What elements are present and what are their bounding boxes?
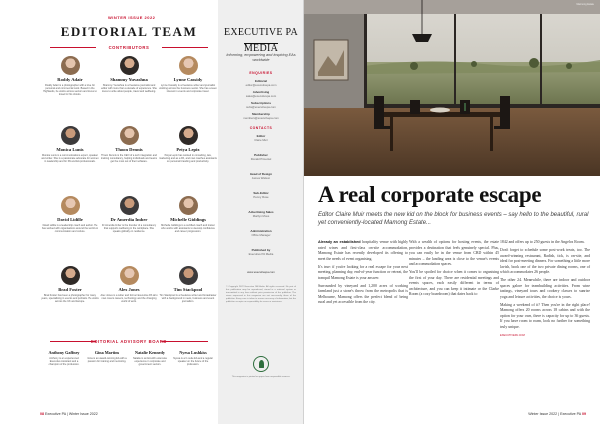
contact-name: Executive PA Media	[248, 252, 274, 256]
enquiry-email: subs@executivepa.com	[246, 105, 276, 109]
article-paragraph: Making a weekend of it? Then you're in the right place! Mamong offers 20 rooms across 18 cabins and with the option for your own, there is capacity for up to 36 guests. If you have room to roam, look no further for something truly unique.	[500, 302, 590, 329]
contacts-heading: CONTACTS	[249, 126, 273, 130]
contributor-bio: Shammy Yuvashna is a freelance journalist and editor with more than a decade of experience. She loves to write about people, travel and wellbeing.	[101, 83, 157, 93]
fsc-logo-icon	[253, 356, 269, 372]
enquiry-email: sales@executivepa.com	[245, 94, 277, 98]
contributor-card	[41, 266, 99, 303]
article-paragraph: Already an established hospitality venue with highly rated wines and first-class on-site accommodation, Mamong Estate has recently developed its offering to meet the needs of event organising.	[318, 240, 408, 261]
avatar	[61, 266, 80, 285]
contributor-bio: Lynne Cassidy is a freelance writer and journalist working across the business sector. She has a keen interest in events and corporate travel.	[159, 83, 217, 93]
avatar	[179, 126, 198, 145]
avatar	[61, 196, 80, 215]
website-link[interactable]: www.executivepa.com	[247, 270, 275, 274]
contributors-heading: CONTRIBUTORS	[40, 45, 218, 50]
contributor-bio: Brad Foster has been a photographer for many years, specialising in events and portraits. He works across the UK and Europe.	[41, 293, 99, 303]
article-lead-in: Already an established	[318, 240, 361, 244]
contact-name: Office Manager	[251, 233, 271, 237]
contact-item	[222, 210, 300, 218]
board-member-name: Gina Martins	[94, 350, 120, 355]
enquiry-email: members@executivepa.com	[243, 116, 279, 120]
avatar	[179, 196, 198, 215]
contact-item	[222, 172, 300, 180]
enquiry-label: Editorial	[254, 79, 267, 83]
brand-logo	[222, 27, 300, 56]
left-page-number: 08	[40, 412, 44, 416]
contributor-card	[100, 126, 158, 163]
feature-standfirst: Editor Claire Muir meets the new kid on the block for business events – say hello to the beautiful, rural yet conveniently-located Mamong Estate...	[318, 212, 589, 226]
article-paragraph: With a wealth of options for hosting events, the estate provides a destination that feels genuinely special. Plus, you can easily be in the venue from CBD within 45 minutes – the landing area is close to the venue's events and accommodation spaces.	[409, 240, 499, 266]
avatar	[61, 126, 80, 145]
enquiry-label: Advertising	[252, 90, 270, 94]
contact-item	[222, 248, 300, 256]
article-paragraph: 1842 and offers up to 250 guests in the Angelos Room.	[500, 240, 585, 244]
enquiry-item[interactable]	[222, 112, 300, 120]
board-member-card	[44, 348, 84, 366]
hero-photo	[304, 0, 600, 176]
issue-label: WINTER ISSUE 2022	[108, 15, 156, 20]
logo-line-2: MEDIA	[243, 43, 279, 54]
contributor-bio: Tim Stackpool is a freelance writer and broadcaster with a background in news, business and event journalism.	[159, 293, 217, 303]
contact-item	[222, 229, 300, 237]
avatar	[120, 56, 139, 75]
article-paragraph: It's true: if you're looking for a real escape for your next meeting, planning day, end-of-year function or retreat, the tranquil Mamong Estate is your answer.	[318, 264, 408, 280]
contributor-card	[159, 56, 217, 93]
right-footer	[528, 412, 586, 416]
contact-role: Head of Design	[250, 172, 272, 176]
contributor-name: Shammy Yuvashna	[110, 77, 148, 82]
article-column-2	[409, 240, 499, 300]
contact-name: Marilyn Moss	[252, 214, 270, 218]
right-footer-text: Winter Issue 2022 | Executive PA	[528, 412, 581, 416]
contributor-name: Monica Lunis	[56, 147, 84, 152]
contributor-card	[41, 126, 99, 163]
avatar	[61, 56, 80, 75]
contributor-name: Alex Jones	[118, 287, 140, 292]
avatar	[120, 266, 139, 285]
contact-role: Published by	[251, 248, 271, 252]
contributor-name: Michelle Giddings	[170, 217, 206, 222]
contact-role: Sub-Editor	[253, 191, 269, 195]
left-footer-text: Executive PA | Winter Issue 2022	[45, 412, 98, 416]
left-footer	[40, 412, 98, 416]
board-member-bio: Gina is an award-winning EA with a passion for training and mentoring.	[87, 356, 127, 363]
contributor-bio: Alex Jones is a writer and former Executive PA who now covers careers, technology and the changing world of work.	[100, 293, 158, 303]
contributor-card	[41, 196, 99, 233]
editorial-team-page	[0, 0, 218, 424]
avatar	[120, 196, 139, 215]
enquiry-item[interactable]	[222, 90, 300, 98]
contact-name: Penny Rose	[253, 195, 269, 199]
contributor-name: Roddy Adair	[57, 77, 83, 82]
contributor-name: Lynne Cassidy	[173, 77, 203, 82]
contributor-name: Thoon Dennis	[115, 147, 143, 152]
enquiry-item[interactable]	[222, 79, 300, 87]
enquiries-heading: ENQUIRIES	[249, 71, 273, 75]
contact-item	[222, 191, 300, 199]
contributor-bio: Petya Lepix has worked in consulting, law, marketing and as a PA, and now coaches assistants on personal branding and productivity.	[159, 153, 217, 163]
contributor-name: Petya Lepix	[176, 147, 200, 152]
contact-name: James Watson	[251, 176, 271, 180]
contributor-name: Dr Amerdia Imber	[110, 217, 148, 222]
feature-page	[304, 0, 600, 424]
article-sign-off: EXECUTIVEPA.COM	[500, 333, 525, 337]
right-page-number: 09	[582, 412, 586, 416]
contact-item	[222, 134, 300, 142]
enquiry-item[interactable]	[222, 101, 300, 109]
contributor-bio: Thoon Dennis is the CEO of a tech integration and training consultancy, helping individuals and teams get the most out of their software.	[100, 153, 158, 163]
contact-name: Ronald Pimentel	[250, 157, 272, 161]
board-member-bio: Anthony is an experienced Executive Assistant and a champion of the profession.	[48, 356, 80, 366]
contributor-card	[159, 196, 217, 233]
enquiry-label: Membership	[252, 112, 270, 116]
contributor-card	[159, 266, 217, 303]
board-member-card	[87, 348, 127, 363]
contributor-card	[41, 56, 99, 96]
avatar	[179, 56, 198, 75]
contributor-card	[100, 56, 158, 93]
contributor-name: Tim Stackpool	[173, 287, 203, 292]
contributor-bio: Michelle Giddings is a certified coach and trainer who works with assistants to develop confidence and career progression.	[161, 223, 215, 233]
contact-role: Publisher	[254, 153, 268, 157]
contributor-name: David Lidille	[57, 217, 83, 222]
contributor-bio: Dr Amerdia Imber is the founder of a consultancy that supports wellbeing in the workplace. She speaks globally on resilience.	[101, 223, 157, 233]
article-paragraph: You'll be spoiled for choice when it comes to organising the first of your day. There are residential meetings and events spaces, each easily different in terms of architecture, and you can keep it intimate or the Clarke Room (a cozy boardroom) that dates back to	[409, 270, 499, 296]
article-paragraph: Don't forget to schedule some post-work treats, too. The award-winning restaurant, Radish, tick, is on-site, and ideal for post-meeting dinners. For something a little more lavish, book one of the two private dining rooms, one of which accommodates 26 people.	[500, 248, 590, 274]
page-title: EDITORIAL TEAM	[60, 24, 198, 39]
contributor-bio: Monica Lunis is a communications expert, speaker and writer. She is a passionate advocate for women in leadership and for PA and EA professionals.	[41, 153, 99, 163]
contact-role: Advertising Sales	[248, 210, 274, 214]
contributor-card	[159, 126, 217, 163]
contributor-bio: Roddy Adair is a photographer with a love for personal and commercial work. Based in the Highlands, he works across sectors and loves to travel for his shoots.	[43, 83, 97, 97]
legal-notice: © Copyright 2022 Executive PA Media. All rights reserved. No part of this publication may be reproduced, stored in a retrieval system or transmitted in any form without prior permission of the publisher. The views expressed in this magazine are not necessarily those of the publisher. Every care is taken to ensure accuracy of information, but the publisher accepts no responsibility for errors or omissions.	[226, 286, 296, 303]
board-member-name: Natalie Kennedy	[135, 350, 165, 355]
feature-headline: A real corporate escape	[318, 182, 542, 207]
article-paragraph: The other 24. Meanwhile, there are indoor and outdoor spaces galore for teambuilding activities. From wine tastings, vineyard tours and cookery classes to sunrise yoga and leisure activities, the choice is yours.	[500, 278, 590, 299]
avatar	[120, 126, 139, 145]
masthead-column	[218, 0, 304, 424]
logo-line-1: EXECUTIVE PA	[223, 27, 299, 38]
fsc-notice: This magazine is printed on paper from responsible sources.	[231, 376, 291, 378]
hero-room-illustration	[304, 0, 600, 176]
advisory-board-heading: EDITORIAL ADVISORY BOARD	[40, 339, 218, 344]
contributor-card	[100, 196, 158, 233]
enquiry-label: Subscriptions	[250, 101, 271, 105]
contact-role: Editor	[256, 134, 266, 138]
board-member-card	[130, 348, 170, 366]
contact-name: Claire Muir	[254, 138, 268, 142]
board-member-card	[173, 348, 213, 366]
article-column-3	[500, 240, 590, 338]
article-paragraph: Surrounded by vineyard and 1,200 acres of working farmland just a stone's throw from the metropolis that is Melbourne, Mamong offers the perfect blend of being rural and yet accessible from the city.	[318, 283, 408, 304]
brand-tagline: Informing, empowering and inspiring EAs worldwide	[226, 53, 296, 62]
board-member-bio: Nyesa is a C-suite EA and a regular speaker on the future of the profession.	[173, 356, 213, 366]
avatar	[179, 266, 198, 285]
contributor-bio: David Lidille is a leadership coach and author. He has worked with organisations around the world on communication and culture.	[41, 223, 99, 233]
board-member-name: Nyesa Lushkiss	[179, 350, 207, 355]
contact-role: Administration	[250, 229, 272, 233]
board-member-bio: Natalie is an EA with extensive experience in corporate and government sectors.	[132, 356, 168, 366]
enquiry-email: editor@executivepa.com	[245, 83, 277, 87]
contributor-card	[100, 266, 158, 303]
contact-item	[222, 153, 300, 161]
article-column-1	[318, 240, 408, 308]
photo-credit: Marmong Estate	[576, 3, 594, 6]
contributor-name: Brad Foster	[58, 287, 82, 292]
board-member-name: Anthony Gaffney	[48, 350, 80, 355]
